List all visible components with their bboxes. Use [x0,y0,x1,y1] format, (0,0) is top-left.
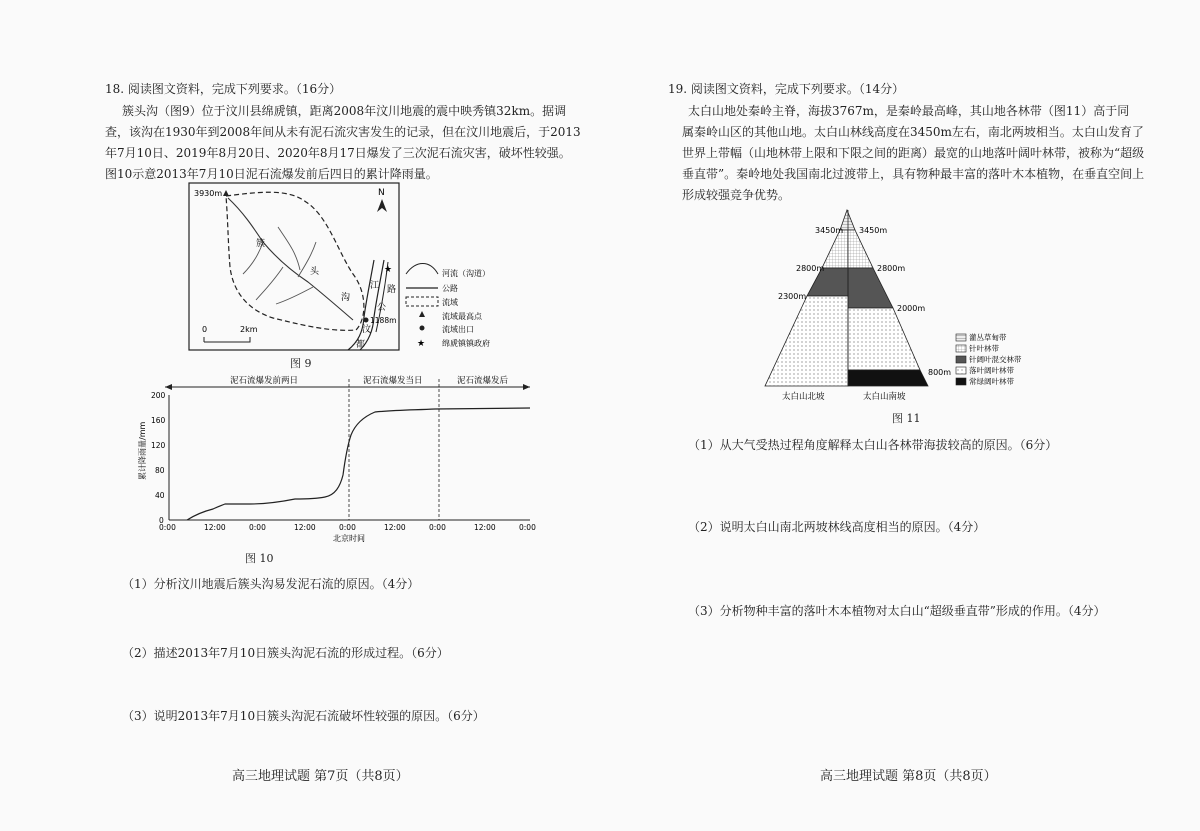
figure-10-caption: 图 10 [245,552,274,565]
alt-right-800: 800m [928,368,952,377]
legend-outlet: 流域出口 [442,325,474,334]
alt-left-3450: 3450m [815,226,844,235]
legend-road: 公路 [442,284,458,293]
legend-peak: 流域最高点 [442,312,482,321]
q18-heading: 18. 阅读图文资料，完成下列要求。（16分） [105,82,342,96]
figure-9-map [188,182,513,354]
q18-line-2: 查，该沟在1930年到2008年间从未有泥石流灾害发生的记录，但在汶川地震后，于2013 [105,125,581,139]
q19-line-3: 世界上带幅（山地林带上限和下限之间的距离）最宽的山地落叶阔叶林带，被称为“超级 [682,146,1145,160]
legend-deciduous-icon [956,367,966,374]
river-char-1: 簇 [256,239,266,249]
legend-mixed: 针阔叶混交林带 [969,355,1022,364]
q18-sub-3: （3）说明2013年7月10日簇头沟泥石流破坏性较强的原因。（6分） [122,709,485,723]
rainfall-curve [187,408,530,520]
q19-sub-2: （2）说明太白山南北两坡林线高度相当的原因。（4分） [688,520,986,534]
watershed-boundary [226,192,364,330]
period-day: 泥石流爆发当日 [363,376,423,386]
ytick: 160 [151,416,166,425]
q19-line-2: 属秦岭山区的其他山地。太白山林线高度在3450m左右，南北两坡相当。太白山发育了 [682,125,1144,139]
scale-bar [204,337,250,342]
alt-left-2800: 2800m [796,264,825,273]
xtick: 0:00 [159,523,176,532]
q19-line-4: 垂直带”。秦岭地处我国南北过渡带上，具有物种最丰富的落叶木本植物，在垂直空间上 [682,167,1145,181]
q18-line-4: 图10示意2013年7月10日泥石流爆发前后四日的累计降雨量。 [105,167,438,181]
xtick: 12:00 [204,523,226,532]
side-char-2: 路 [387,285,397,295]
legend-river: 河流（沟道） [442,269,490,278]
q19-sub-3: （3）分析物种丰富的落叶木本植物对太白山“超级垂直带”形成的作用。（4分） [688,604,1106,618]
legend-conifer-icon [956,345,966,352]
xtick: 12:00 [474,523,496,532]
footer-page-7: 高三地理试题 第7页（共8页） [232,769,409,784]
legend-outlet-icon [420,326,425,331]
figure-11-pyramid [760,208,1100,408]
figure-10-chart [135,375,540,570]
legend-shrub-icon [956,334,966,341]
x-axis-label: 北京时间 [333,534,365,543]
legend-river-icon [406,264,438,275]
alt-left-2300: 2300m [778,292,807,301]
legend-shrub: 灌丛草甸带 [969,333,1007,342]
alt-right-3450: 3450m [859,226,888,235]
xtick: 12:00 [384,523,406,532]
main-river [228,198,353,320]
legend-conifer: 针叶林带 [969,344,999,353]
q19-heading: 19. 阅读图文资料，完成下列要求。（14分） [668,82,905,96]
q18-sub-2: （2）描述2013年7月10日簇头沟泥石流的形成过程。（6分） [122,646,449,660]
outlet-label: 1188m [370,316,397,325]
side-char-1: 江 [370,281,380,291]
legend-watershed-icon [406,297,438,306]
q19-sub-1: （1）从大气受热过程角度解释太白山各林带海拔较高的原因。（6分） [688,438,1058,452]
ytick: 120 [151,441,166,450]
north-slope-label: 太白山北坡 [782,392,825,402]
north-arrow-icon [377,199,387,212]
outlet-marker [364,318,369,323]
xtick: 0:00 [249,523,266,532]
side-char-3: 公 [377,303,387,313]
scale-2km: 2km [240,325,258,334]
q19-line-1: 太白山地处秦岭主脊，海拔3767m，是秦岭最高峰，其山地各林带（图11）高于同 [688,104,1130,118]
xtick: 0:00 [429,523,446,532]
page-8 [600,0,1200,831]
alt-right-2000: 2000m [897,304,926,313]
figure-11-caption: 图 11 [892,412,921,425]
legend-deciduous: 落叶阔叶林带 [969,366,1014,375]
legend-mixed-icon [956,356,966,363]
ytick: 200 [151,391,166,400]
ytick: 80 [155,466,165,475]
scale-zero: 0 [202,325,208,334]
q19-line-5: 形成较强竞争优势。 [682,188,791,202]
q18-sub-1: （1）分析汶川地震后簇头沟易发泥石流的原因。（4分） [122,577,420,591]
period-after: 泥石流爆发后 [457,376,509,386]
min-river [348,260,374,350]
side-char-5: 都 [356,340,366,350]
legend-star-icon: ★ [417,339,426,349]
xtick: 0:00 [339,523,356,532]
alt-right-2800: 2800m [877,264,906,273]
xtick: 0:00 [519,523,536,532]
xtick: 12:00 [294,523,316,532]
north-label: N [378,188,385,198]
side-char-4: 汶 [362,325,372,335]
legend-town: 绵虒镇镇政府 [442,339,490,348]
peak-label: 3930m [194,189,223,198]
y-axis-label: 累计降雨量/mm [138,421,147,480]
ytick: 0 [159,516,164,525]
period-before: 泥石流爆发前两日 [230,376,299,386]
legend-watershed: 流域 [442,298,458,307]
legend-peak-icon [419,311,425,317]
river-char-3: 沟 [341,293,351,303]
footer-page-8: 高三地理试题 第8页（共8页） [820,769,997,784]
south-slope-label: 太白山南坡 [863,392,906,402]
legend-evergreen-icon [956,378,966,385]
river-char-2: 头 [310,267,320,277]
q18-line-1: 簇头沟（图9）位于汶川县绵虒镇，距离2008年汶川地震的震中映秀镇32km。据调 [122,104,567,118]
peak-marker [223,190,229,196]
legend-evergreen: 常绿阔叶林带 [969,377,1014,386]
ytick: 40 [155,491,165,500]
figure-9-caption: 图 9 [290,357,312,370]
q18-line-3: 年7月10日、2019年8月20日、2020年8月17日爆发了三次泥石流灾害，破坏性较强。 [105,146,571,160]
town-star-icon: ★ [384,265,393,275]
